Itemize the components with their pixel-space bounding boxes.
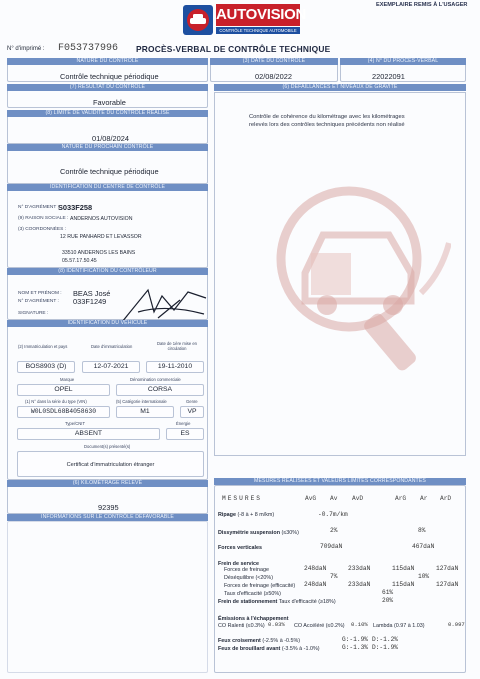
ripage-label: [218, 512, 274, 518]
lambda-value: 0.997: [448, 621, 465, 628]
ff-avg: 248daN: [304, 565, 327, 572]
first-circ-label: Date de 1ère mise en circulation: [156, 341, 198, 351]
fb-label: [218, 646, 320, 652]
pv-value: 22022091: [372, 72, 405, 81]
energie-label: Énergie: [176, 421, 191, 426]
validity-value: 01/08/2024: [92, 134, 129, 143]
co-acc-value: 0.10%: [351, 621, 368, 628]
col-ar: Ar: [420, 495, 428, 502]
doc-title: PROCÈS-VERBAL DE CONTRÔLE TECHNIQUE: [136, 44, 331, 54]
centre-raison-label: (9) RAISON SOCIALE :: [18, 216, 69, 221]
fc-label-text: Feux croisement: [218, 638, 261, 644]
date-header: (3) DATE DU CONTRÔLE: [210, 58, 338, 65]
col-av: Av: [330, 495, 338, 502]
logo-emblem-icon: [183, 5, 213, 35]
centre-agrement-value: S033F258: [58, 203, 93, 212]
lambda-label: Lambda (0.97 à 1.03): [373, 623, 425, 629]
ffe-label: Forces de freinage (efficacité): [224, 583, 296, 589]
immat-label: (2) Immatriculation et pays: [18, 344, 68, 349]
km-value: 92395: [98, 503, 119, 512]
genre-value: VP: [180, 406, 204, 418]
deseq-ar: 10%: [418, 573, 430, 580]
stat-taux-label: Taux d'efficacité (≥18%): [278, 599, 336, 605]
date-value: 02/08/2022: [255, 72, 292, 81]
result-value: Favorable: [93, 98, 126, 107]
fc-label: [218, 638, 300, 644]
defects-panel: [214, 92, 466, 456]
fc-d: D:-1.2%: [372, 636, 398, 643]
taux-value: 61%: [382, 589, 394, 596]
deseq-av: 7%: [330, 573, 338, 580]
ffe-avg: 248daN: [304, 581, 327, 588]
centre-address-1: 12 RUE PANHARD ET LEVASSOR: [60, 234, 142, 240]
mesures-title: MESURES: [222, 495, 262, 502]
dissym-ar: 8%: [418, 527, 426, 534]
denom-value: CORSA: [116, 384, 204, 396]
controleur-name-label: NOM ET PRÉNOM :: [18, 291, 62, 296]
fb-g: G:-1.3%: [342, 644, 368, 651]
fc-limit: (-2.5% à -0.5%): [262, 638, 301, 644]
ffe-avd: 233daN: [348, 581, 371, 588]
vehicule-header: IDENTIFICATION DU VÉHICULE: [7, 320, 208, 327]
type-label: Type/CNIT: [65, 421, 86, 426]
defects-line-1: Contrôle de cohérence du kilométrage avec les kilométrages: [249, 114, 405, 120]
stat-label: [218, 599, 336, 605]
copy-note: EXEMPLAIRE REMIS À L'USAGER: [376, 2, 468, 8]
ripage-limit: (-8 à + 8 m/km): [237, 512, 275, 518]
dissym-limit: (≤30%): [281, 530, 299, 536]
ff-ard: 127daN: [436, 565, 459, 572]
forces-av: 709daN: [320, 543, 343, 550]
ff-avd: 233daN: [348, 565, 371, 572]
controleur-header: (8) IDENTIFICATION DU CONTRÔLEUR: [7, 268, 208, 275]
col-ard: ArD: [440, 495, 452, 502]
forces-label: Forces verticales: [218, 545, 263, 551]
co-acc-label: CO Accéléré (≤0.2%): [294, 623, 345, 629]
date-immat-label: Date d'immatriculation: [91, 344, 133, 349]
nature-value: Contrôle technique périodique: [60, 72, 159, 81]
logo: [183, 3, 307, 39]
mesures-header: MESURES RÉALISÉES ET VALEURS LIMITES CORRESPONDANTES: [214, 478, 466, 485]
centre-raison-value: ANDERNOS AUTOVISION: [70, 216, 133, 222]
logo-text: AUTOVISION: [216, 4, 300, 26]
fb-label-text: Feux de brouillard avant: [218, 646, 281, 652]
emis-label: Émissions à l'échappement: [218, 616, 289, 622]
ff-label: Forces de freinage: [224, 567, 269, 573]
taux-label-text: Taux d'efficacité: [224, 591, 263, 597]
category-value: M1: [116, 406, 174, 418]
km-header: (6) KILOMÈTRAGE RELEVÉ: [7, 480, 208, 487]
marque-label: Marque: [60, 377, 75, 382]
print-number-label: N° d'imprimé :: [7, 46, 45, 52]
info-defavorable-header: INFORMATIONS SUR LE CONTRÔLE DÉFAVORABLE: [7, 514, 208, 521]
fc-g: G:-1.9%: [342, 636, 368, 643]
ripage-label-text: Ripage: [218, 512, 236, 518]
nature-header: NATURE DU CONTRÔLE: [7, 58, 208, 65]
centre-coord-label: (3) COORDONNÉES :: [18, 227, 66, 232]
col-arg: ArG: [395, 495, 407, 502]
frein-label: Frein de service: [218, 561, 260, 567]
ffe-arg: 115daN: [392, 581, 415, 588]
date-immat-value: 12-07-2021: [82, 361, 140, 373]
co-ralenti-value: 0.03%: [268, 621, 285, 628]
vin-value: W0L0SDL68B4058630: [17, 406, 110, 418]
controleur-signature-label: SIGNATURE :: [18, 311, 49, 316]
centre-agrement-label: N° D'AGRÉMENT :: [18, 205, 59, 210]
col-avd: AvD: [352, 495, 364, 502]
vin-label: (1) N° dans la série du type (VIN): [25, 399, 87, 404]
controleur-name-value: BEAS José: [73, 289, 111, 298]
docs-label: Document(s) présenté(s): [84, 444, 131, 449]
controleur-agrement-label: N° D'AGRÉMENT :: [18, 299, 59, 304]
info-defavorable-box: [7, 521, 208, 673]
validity-header: (8) LIMITE DE VALIDITÉ DU CONTRÔLE RÉALISÉ: [7, 110, 208, 117]
stat-label-text: Frein de stationnement: [218, 599, 278, 605]
ripage-value: -0.7m/km: [318, 511, 348, 518]
ffe-ard: 127daN: [436, 581, 459, 588]
dissym-label: [218, 530, 299, 536]
taux-label: [224, 591, 281, 597]
forces-ar: 467daN: [412, 543, 435, 550]
deseq-label: Déséquilibre (<20%): [224, 575, 273, 581]
defects-header: (6) DÉFAILLANCES ET NIVEAUX DE GRAVITÉ: [214, 84, 466, 91]
next-value: Contrôle technique périodique: [60, 167, 159, 176]
dissym-av: 2%: [330, 527, 338, 534]
ff-arg: 115daN: [392, 565, 415, 572]
print-number: F053737996: [58, 43, 119, 54]
docs-value: Certificat d'immatriculation étranger: [17, 451, 204, 477]
centre-phone: 05.57.17.50.45: [62, 258, 97, 264]
fb-d: D:-1.9%: [372, 644, 398, 651]
taux-limit: (≥50%): [263, 591, 281, 597]
centre-header: IDENTIFICATION DU CENTRE DE CONTRÔLE: [7, 184, 208, 191]
centre-address-2: 33510 ANDERNOS LES BAINS: [62, 250, 136, 256]
pv-header: (4) N° DU PROCÈS-VERBAL: [340, 58, 466, 65]
category-label: (5) Catégorie internationale: [116, 399, 167, 404]
immat-value: BOS8903 (D): [17, 361, 75, 373]
controleur-agrement-value: 033F1249: [73, 297, 107, 306]
col-avg: AvG: [305, 495, 317, 502]
result-header: (7) RÉSULTAT DU CONTRÔLE: [7, 84, 208, 91]
defects-line-2: relevés lors des contrôles techniques précédents non réalisé: [249, 122, 405, 128]
denom-label: Dénomination commerciale: [130, 377, 181, 382]
stat-value: 20%: [382, 597, 394, 604]
watermark-car-icon: [271, 173, 451, 373]
logo-subtitle: CONTRÔLE TECHNIQUE AUTOMOBILE: [216, 27, 300, 34]
first-circ-value: 19-11-2010: [146, 361, 204, 373]
dissym-label-text: Dissymétrie suspension: [218, 530, 281, 536]
marque-value: OPEL: [17, 384, 110, 396]
type-value: ABSENT: [17, 428, 160, 440]
fb-limit: (-3.5% à -1.0%): [281, 646, 320, 652]
co-ralenti-label: CO Ralenti (≤0.3%): [218, 623, 265, 629]
next-header: NATURE DU PROCHAIN CONTRÔLE: [7, 144, 208, 151]
genre-label: Genre: [186, 399, 198, 404]
energie-value: ES: [166, 428, 204, 440]
